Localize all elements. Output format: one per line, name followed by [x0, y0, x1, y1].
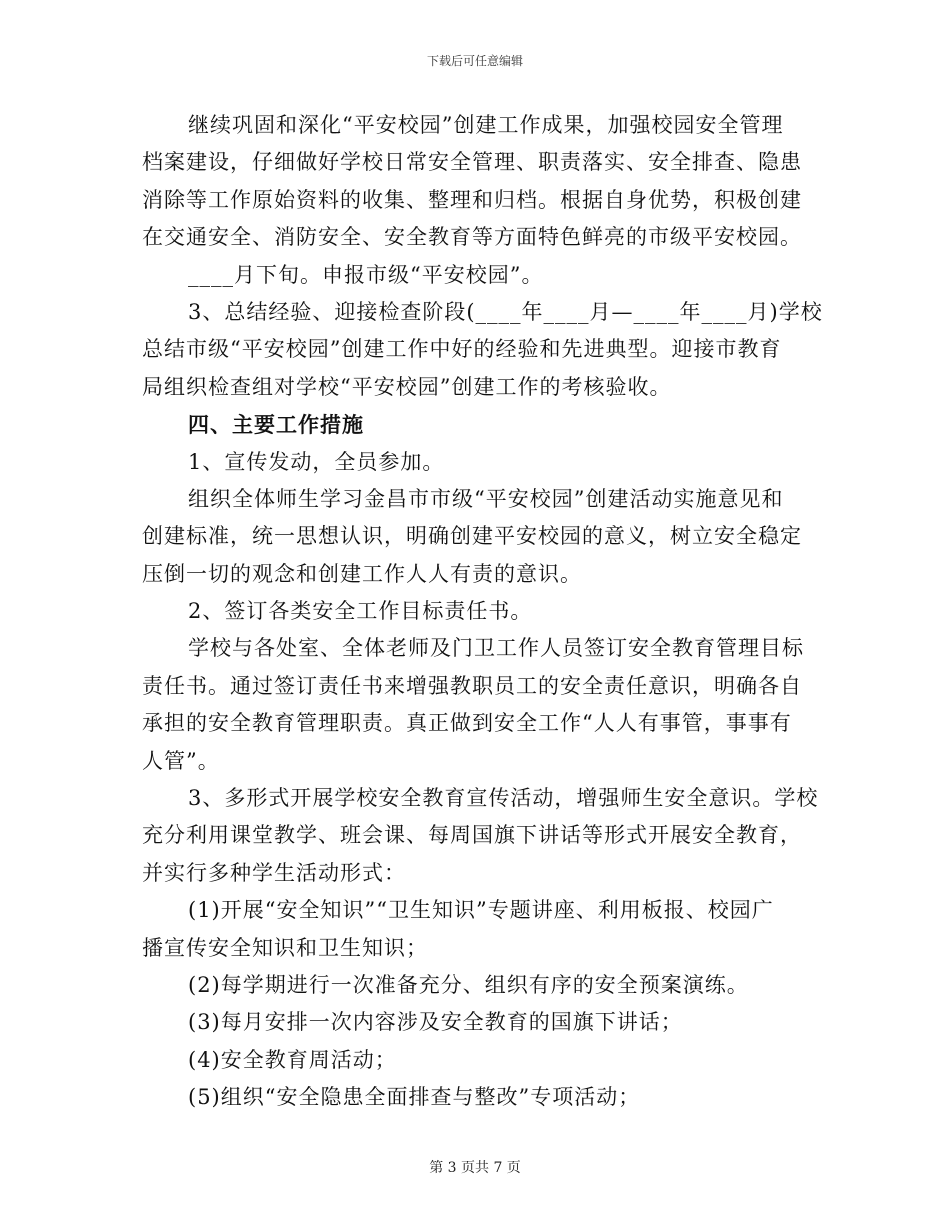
paragraph-line: 档案建设，仔细做好学校日常安全管理、职责落实、安全排查、隐患 [142, 150, 802, 175]
paragraph-line: 创建标准，统一思想认识，明确创建平安校园的意义，树立安全稳定 [142, 524, 802, 549]
paragraph-line: 承担的安全教育管理职责。真正做到安全工作“人人有事管，事事有 [142, 711, 792, 736]
paragraph-line: 组织全体师生学习金昌市市级“平安校园”创建活动实施意见和 [188, 486, 784, 511]
paragraph-line: 充分利用课堂教学、班会课、每周国旗下讲话等形式开展安全教育， [142, 823, 802, 848]
page-footer: 第 3 页共 7 页 [429, 1160, 521, 1176]
subsection-title: 3、多形式开展学校安全教育宣传活动，增强师生安全意识。学校 [188, 786, 819, 811]
subsection-title: 1、宣传发动，全员参加。 [188, 449, 445, 474]
paragraph-line: 人管”。 [142, 748, 220, 773]
list-item: (2)每学期进行一次准备充分、组织有序的安全预案演练。 [188, 972, 749, 997]
list-item: (5)组织“安全隐患全面排查与整改”专项活动； [188, 1085, 641, 1110]
document-body [142, 107, 823, 1117]
list-item: (1)开展“安全知识”“卫生知识”专题讲座、利用板报、校园广 [188, 898, 774, 923]
list-item: (4)安全教育周活动； [188, 1047, 397, 1072]
paragraph-line: 总结市级“平安校园”创建工作中好的经验和先进典型。迎接市教育 [142, 337, 782, 362]
page-header: 下载后可任意编辑 [426, 54, 523, 68]
paragraph-line: 责任书。通过签订责任书来增强教职员工的安全责任意识，明确各自 [142, 673, 802, 698]
list-item: (3)每月安排一次内容涉及安全教育的国旗下讲话； [188, 1010, 683, 1035]
paragraph-line: 继续巩固和深化“平安校园”创建工作成果，加强校园安全管理 [188, 113, 784, 137]
section-heading: 四、主要工作措施 [188, 412, 364, 438]
paragraph-line: ____月下旬。申报市级“平安校园”。 [188, 262, 544, 287]
list-item-continuation: 播宣传安全知识和卫生知识； [142, 935, 428, 960]
paragraph-line: 并实行多种学生活动形式： [142, 860, 406, 885]
paragraph-line: 消除等工作原始资料的收集、整理和归档。根据自身优势，积极创建 [142, 187, 802, 212]
paragraph-line: 学校与各处室、全体老师及门卫工作人员签订安全教育管理目标 [188, 636, 804, 661]
paragraph-line: 在交通安全、消防安全、安全教育等方面特色鲜亮的市级平安校园。 [142, 225, 802, 250]
paragraph-line: 压倒一切的观念和创建工作人人有责的意识。 [142, 561, 582, 586]
paragraph-line: 局组织检查组对学校“平安校园”创建工作的考核验收。 [142, 374, 672, 399]
subsection-title: 2、签订各类安全工作目标责任书。 [188, 599, 533, 624]
paragraph-line: 3、总结经验、迎接检查阶段(____年____月—____年____月)学校 [188, 299, 823, 324]
